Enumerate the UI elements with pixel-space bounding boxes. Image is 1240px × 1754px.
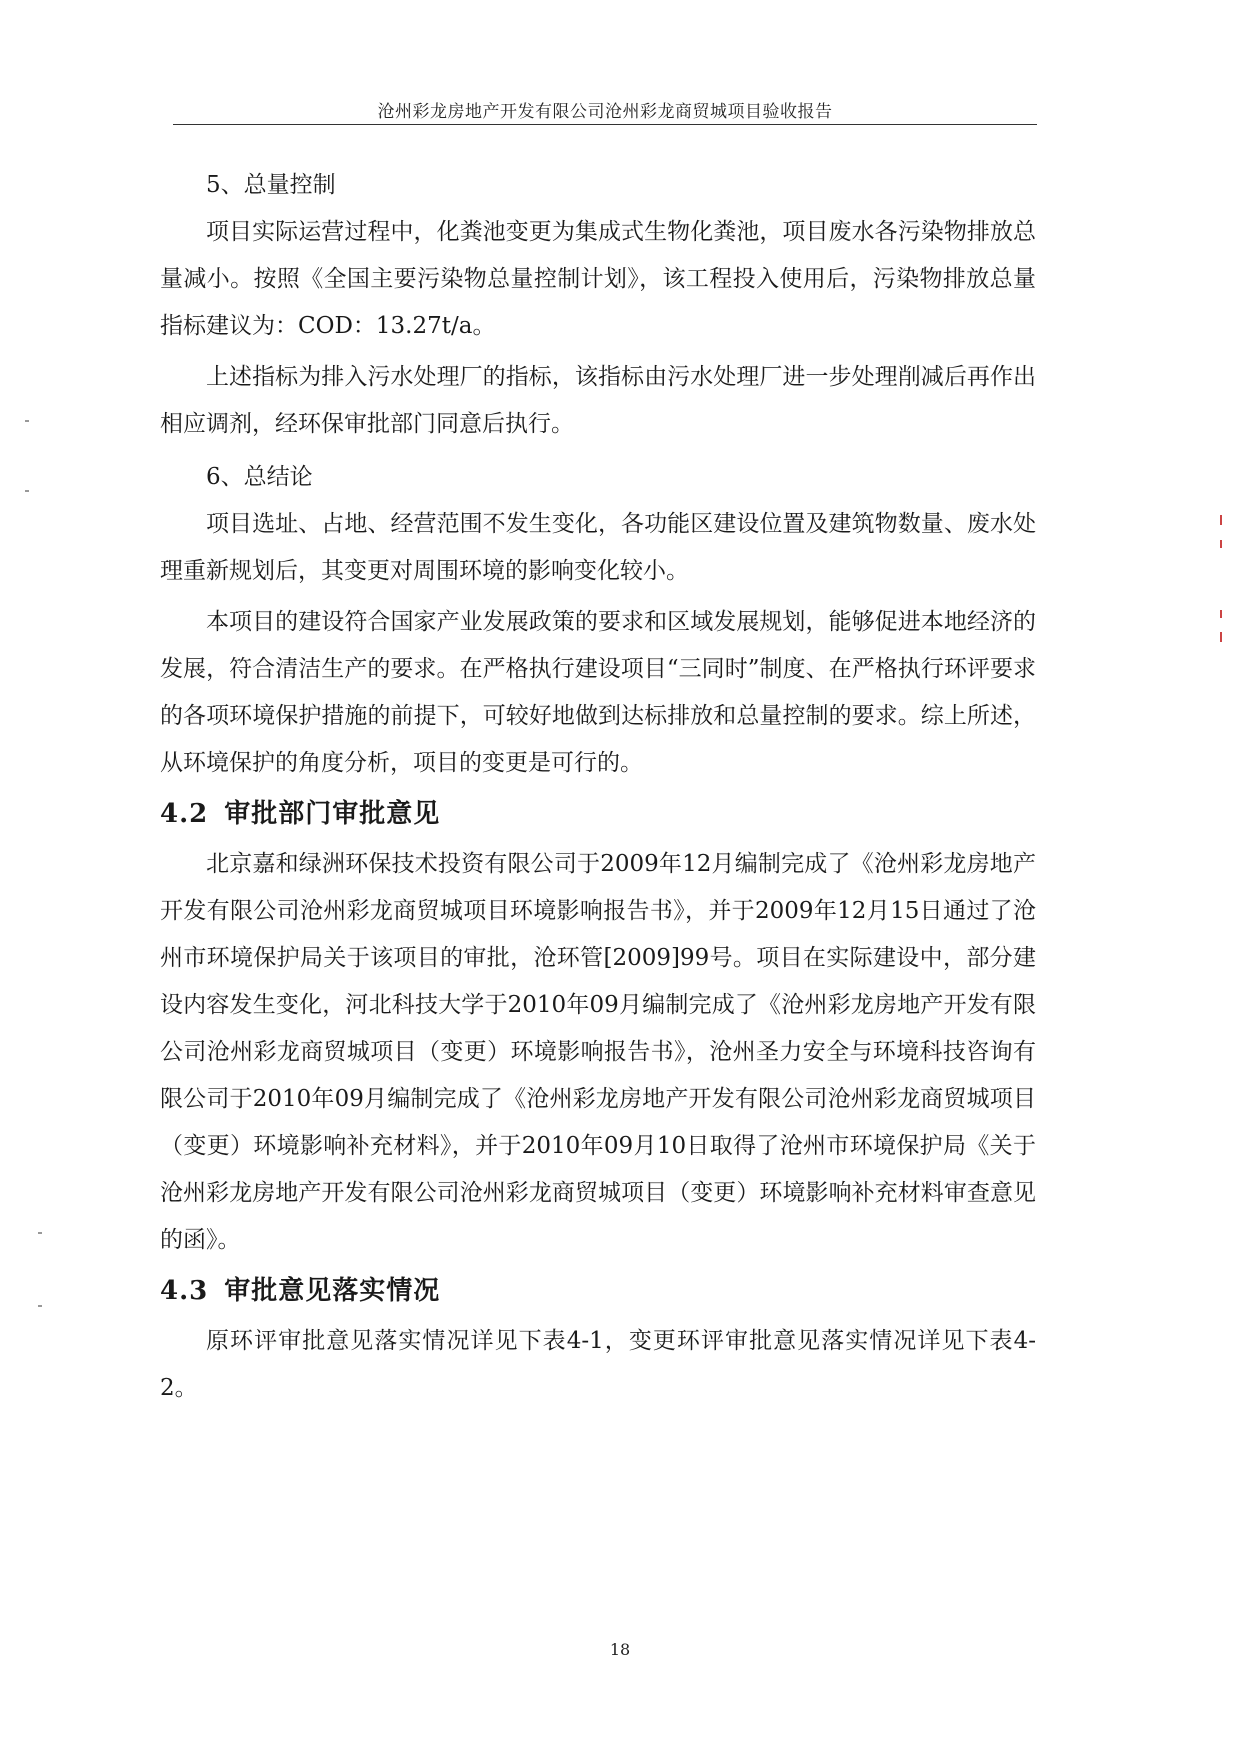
scan-mark — [1220, 540, 1222, 548]
paragraph: 上述指标为排入污水处理厂的指标，该指标由污水处理厂进一步处理削减后再作出相应调剂，经环保审批部门同意后执行。 — [160, 364, 1036, 437]
section-title: 审批意见落实情况 — [224, 1276, 441, 1306]
scan-dot — [25, 490, 29, 492]
paragraph: 北京嘉和绿洲环保技术投资有限公司于2009年12月编制完成了《沧州彩龙房地产开发有限公司沧州彩龙商贸城项目环境影响报告书》，并于2009年12月15日通过了沧州市环境保护局关于该项目的审批，沧环管[2009]99号。项目在实际建设中，部分建设内容发生变化，河北科技大学于2010年09月编制完成了《沧州彩龙房地产开发有限公司沧州彩龙商贸城项目（变更）环境影响报告书》，沧州圣力安全与环境科技咨询有限公司于2010年09月编制完成了《沧州彩龙房地产开发有限公司沧州彩龙商贸城项目（变更）环境影响补充材料》，并于2010年09月10日取得了沧州市环境保护局《关于沧州彩龙房地产开发有限公司沧州彩龙商贸城项目（变更）环境影响补充材料审查意见的函》。 — [160, 851, 1036, 1253]
paragraph: 本项目的建设符合国家产业发展政策的要求和区域发展规划，能够促进本地经济的发展，符合清洁生产的要求。在严格执行建设项目“三同时”制度、在严格执行环评要求的各项环境保护措施的前提下，可较好地做到达标排放和总量控制的要求。综上所述，从环境保护的角度分析，项目的变更是可行的。 — [160, 609, 1036, 776]
scan-mark — [1220, 610, 1222, 618]
subsection-heading: 5、总量控制 — [206, 172, 336, 198]
scan-mark — [1220, 515, 1222, 525]
header-rule — [173, 124, 1037, 125]
paragraph: 原环评审批意见落实情况详见下表4-1，变更环评审批意见落实情况详见下表4-2。 — [160, 1328, 1036, 1401]
scan-mark — [1220, 632, 1222, 642]
scan-dot — [38, 1305, 42, 1307]
section-number: 4.2 — [160, 799, 209, 829]
page-number: 18 — [609, 1640, 631, 1659]
running-header: 沧州彩龙房地产开发有限公司沧州彩龙商贸城项目验收报告 — [377, 102, 833, 122]
section-heading — [160, 1266, 1036, 1316]
body-content — [160, 162, 1036, 1412]
paragraph: 项目实际运营过程中，化粪池变更为集成式生物化粪池，项目废水各污染物排放总量减小。按照《全国主要污染物总量控制计划》，该工程投入使用后，污染物排放总量指标建议为：COD：13.27t/a。 — [160, 219, 1036, 339]
subsection-heading: 6、总结论 — [206, 464, 313, 490]
section-number: 4.3 — [160, 1276, 209, 1306]
section-heading — [160, 789, 1036, 839]
scan-dot — [38, 1232, 42, 1234]
scan-dot — [25, 420, 29, 422]
section-title: 审批部门审批意见 — [224, 799, 441, 829]
paragraph: 项目选址、占地、经营范围不发生变化，各功能区建设位置及建筑物数量、废水处理重新规划后，其变更对周围环境的影响变化较小。 — [160, 511, 1036, 584]
